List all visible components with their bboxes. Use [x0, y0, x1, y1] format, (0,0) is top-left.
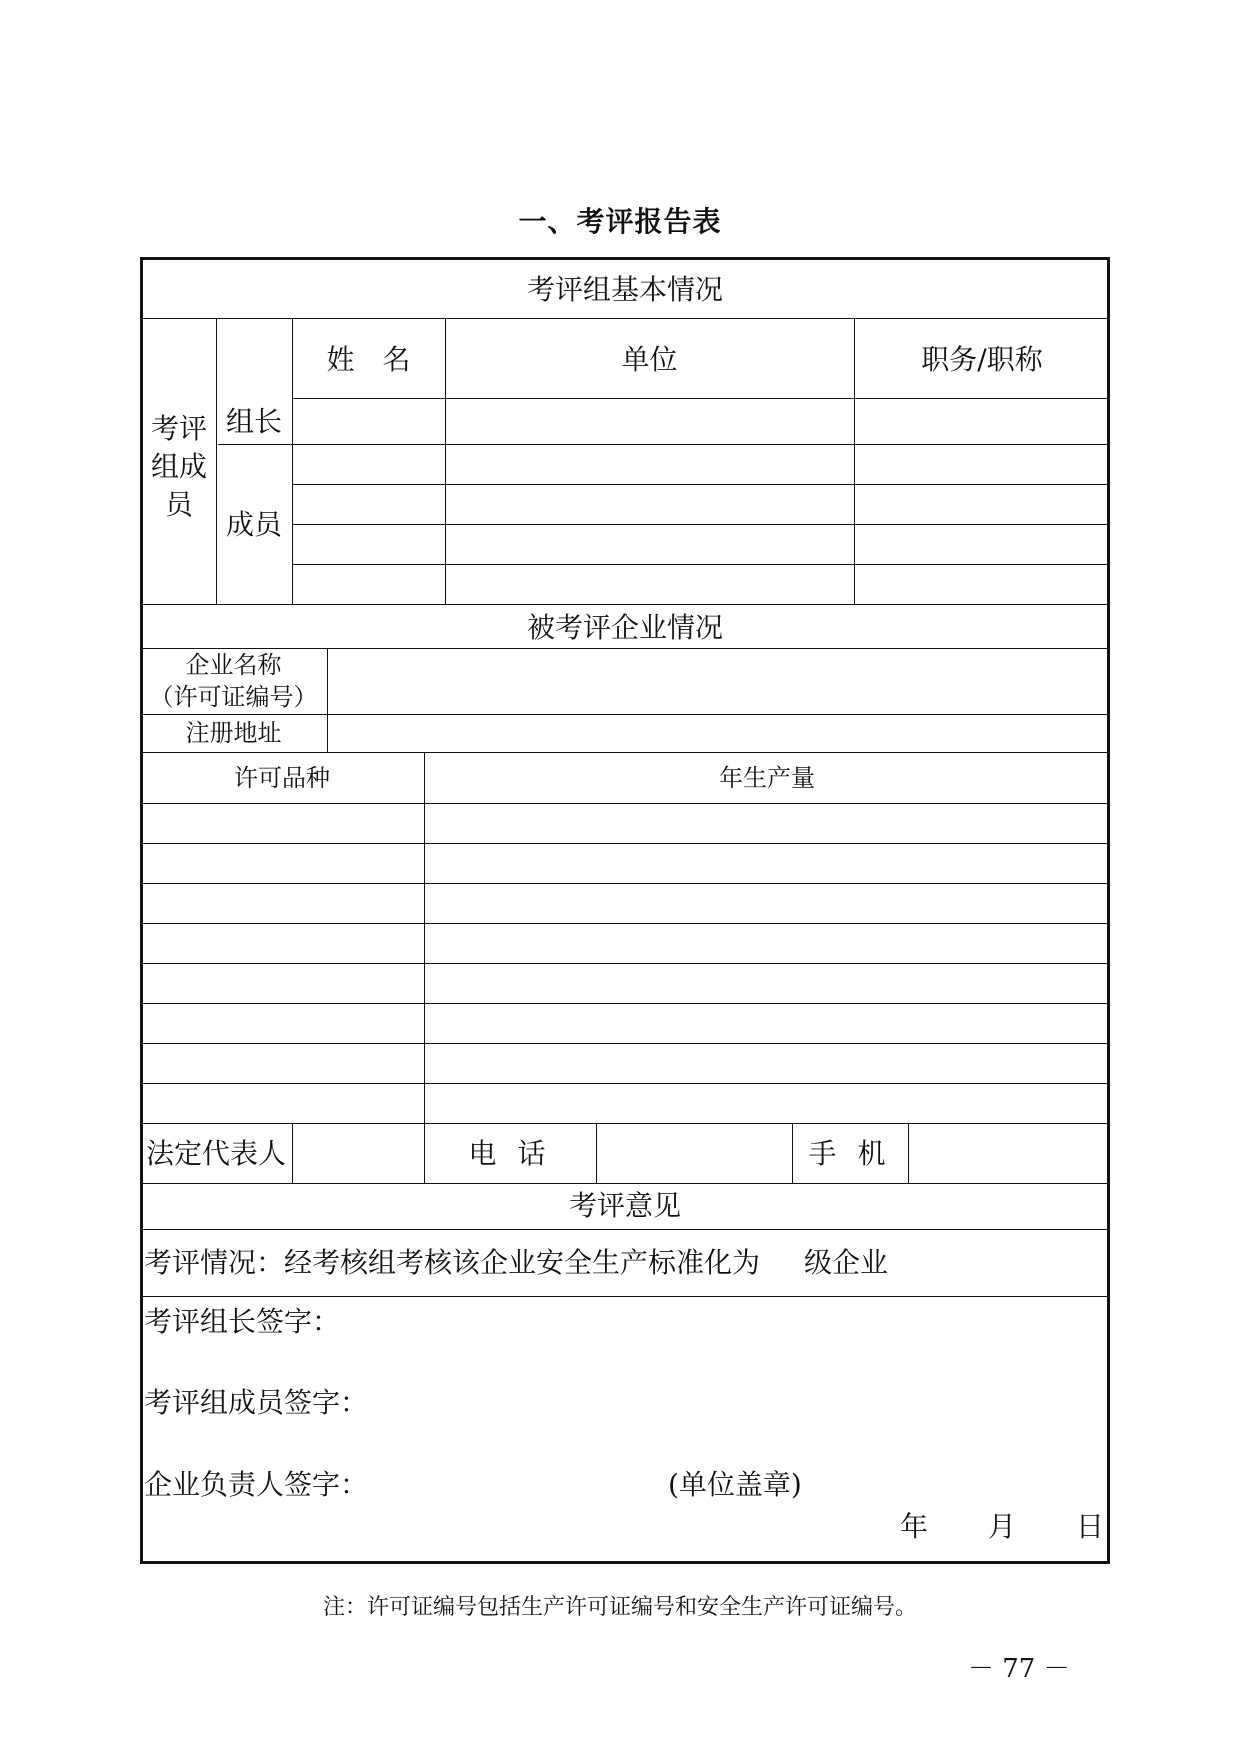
section-opinion-heading: 考评意见	[568, 1189, 681, 1222]
divider	[327, 648, 328, 752]
divider	[140, 803, 1110, 804]
divider	[596, 1123, 597, 1183]
divider	[140, 1123, 1110, 1124]
divider	[140, 1229, 1110, 1230]
divider	[140, 1003, 1110, 1004]
enterprise-signature-label: 企业负责人签字：	[144, 1468, 369, 1501]
divider	[424, 752, 425, 1183]
divider	[293, 524, 1110, 525]
divider	[140, 648, 1110, 649]
annual-output-header: 年生产量	[719, 764, 815, 792]
legal-rep-label: 法定代表人	[145, 1137, 286, 1170]
divider	[140, 883, 1110, 884]
date-day: 日	[1076, 1510, 1105, 1543]
divider	[140, 1296, 1110, 1297]
divider	[293, 564, 1110, 565]
divider	[140, 1083, 1110, 1084]
member-label: 成员	[225, 508, 282, 541]
enterprise-name-label: 企业名称	[185, 651, 282, 679]
report-form-table	[140, 257, 1110, 1564]
date-month: 月	[988, 1510, 1017, 1543]
divider	[140, 923, 1110, 924]
divider	[140, 604, 1110, 605]
license-type-header: 许可品种	[234, 764, 330, 792]
page-number: － 77 －	[968, 1654, 1070, 1684]
section-team-heading: 考评组基本情况	[526, 273, 723, 306]
divider	[140, 714, 1110, 715]
divider	[140, 318, 1110, 319]
member-signature-label: 考评组成员签字：	[144, 1386, 369, 1419]
footnote: 注：许可证编号包括生产许可证编号和安全生产许可证编号。	[322, 1595, 917, 1620]
unit-seal-label: (单位盖章)	[668, 1468, 802, 1501]
header-unit: 单位	[621, 343, 678, 376]
divider	[292, 1123, 293, 1183]
phone-label: 电 话	[468, 1137, 552, 1170]
situation-prefix: 考评情况：经考核组考核该企业安全生产标准化为	[144, 1246, 761, 1279]
page-title: 一、考评报告表	[518, 205, 722, 238]
leader-signature-label: 考评组长签字：	[144, 1305, 341, 1338]
evaluation-situation	[144, 1246, 889, 1279]
divider	[293, 398, 1110, 399]
section-enterprise-heading: 被考评企业情况	[526, 611, 723, 644]
divider	[908, 1123, 909, 1183]
group-members-label: 考评组成员	[150, 412, 207, 521]
address-label: 注册地址	[185, 719, 282, 747]
license-number-label: （许可证编号）	[149, 683, 318, 711]
leader-label: 组长	[225, 405, 282, 438]
divider	[140, 963, 1110, 964]
date-year: 年	[900, 1510, 929, 1543]
divider	[293, 484, 1110, 485]
divider	[140, 1043, 1110, 1044]
divider	[140, 752, 1110, 753]
header-post: 职务/职称	[921, 343, 1043, 376]
header-name: 姓 名	[326, 343, 411, 376]
situation-suffix: 级企业	[804, 1246, 889, 1279]
mobile-label: 手 机	[808, 1137, 892, 1170]
divider	[216, 318, 217, 604]
divider	[140, 843, 1110, 844]
divider	[218, 444, 1110, 445]
divider	[140, 1183, 1110, 1184]
